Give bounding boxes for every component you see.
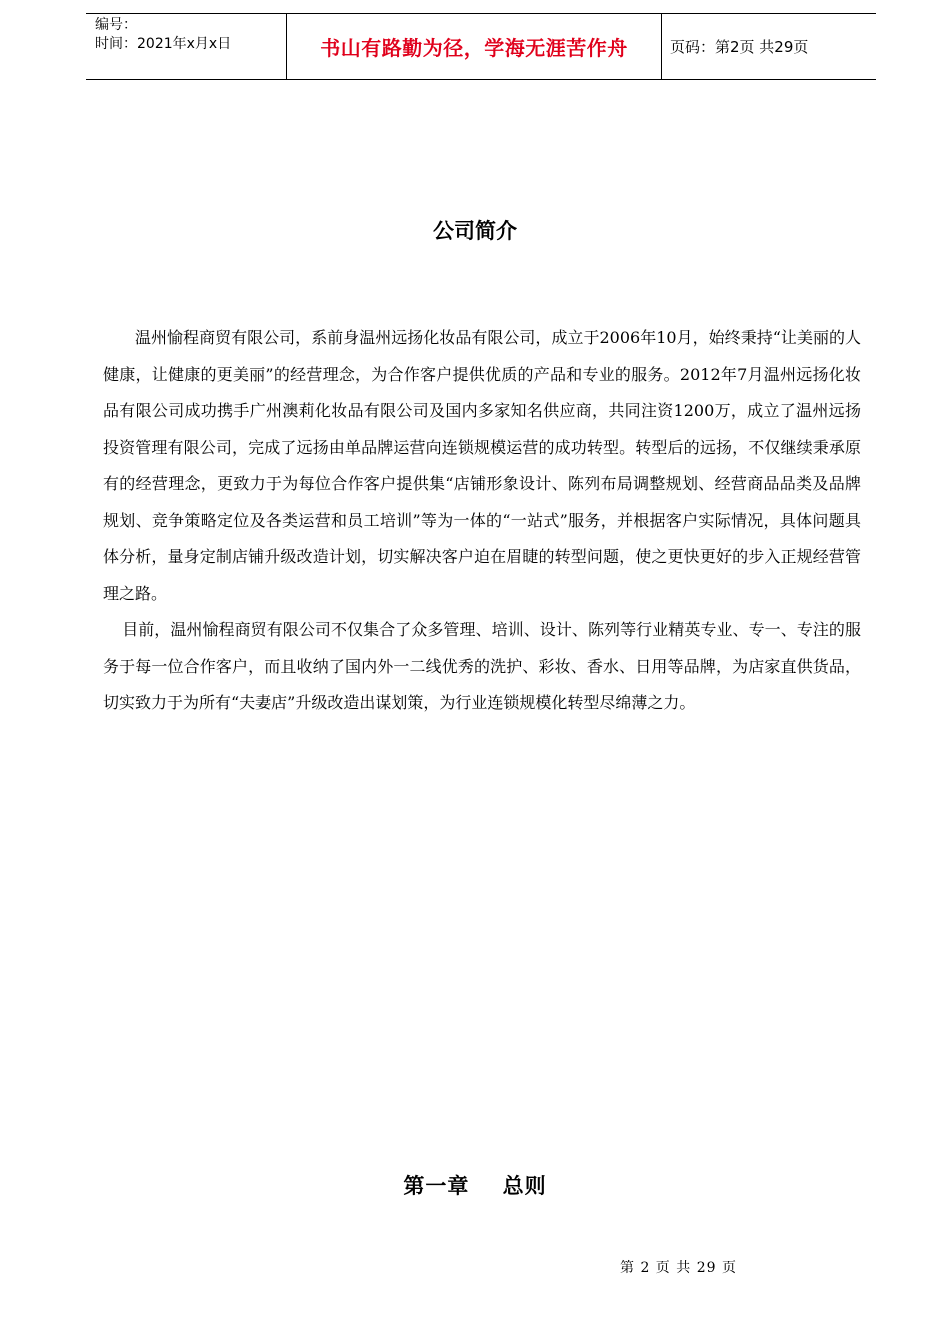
paragraph-2: 目前，温州愉程商贸有限公司不仅集合了众多管理、培训、设计、陈列等行业精英专业、专一、专注的服务于每一位合作客户，而且收纳了国内外一二线优秀的洗护、彩妆、香水、日用等品牌，为店家直供货品，切实致力于为所有“夫妻店”升级改造出谋划策，为行业连锁规模化转型尽绵薄之力。 (103, 620, 861, 712)
page-header (86, 13, 876, 80)
header-page-info: 页码：第2页 共29页 (670, 38, 809, 56)
section-title: 公司简介 (433, 219, 517, 243)
chapter-title: 第一章 总则 (403, 1174, 547, 1198)
body-text (103, 320, 861, 722)
paragraph-1: 温州愉程商贸有限公司，系前身温州远扬化妆品有限公司，成立于2006年10月，始终秉持“让美丽的人健康，让健康的更美丽”的经营理念，为合作客户提供优质的产品和专业的服务。2012年7月温州远扬化妆品有限公司成功携手广州澳莉化妆品有限公司及国内多家知名供应商，共同注资1200万，成立了温州远扬投资管理有限公司，完成了远扬由单品牌运营向连锁规模运营的成功转型。转型后的远扬，不仅继续秉承原有的经营理念，更致力于为每位合作客户提供集“店铺形象设计、陈列布局调整规划、经营商品品类及品牌规划、竞争策略定位及各类运营和员工培训”等为一体的“一站式”服务，并根据客户实际情况，具体问题具体分析，量身定制店铺升级改造计划，切实解决客户迫在眉睫的转型问题，使之更快更好的步入正规经营管理之路。 (103, 328, 861, 603)
header-meta (86, 14, 287, 79)
page-footer: 第 2 页 共 29 页 (620, 1260, 737, 1276)
time-label: 时间：2021年x月x日 (95, 36, 232, 52)
header-motto: 书山有路勤为径，学海无涯苦作舟 (287, 14, 662, 79)
number-label: 编号： (95, 17, 137, 33)
